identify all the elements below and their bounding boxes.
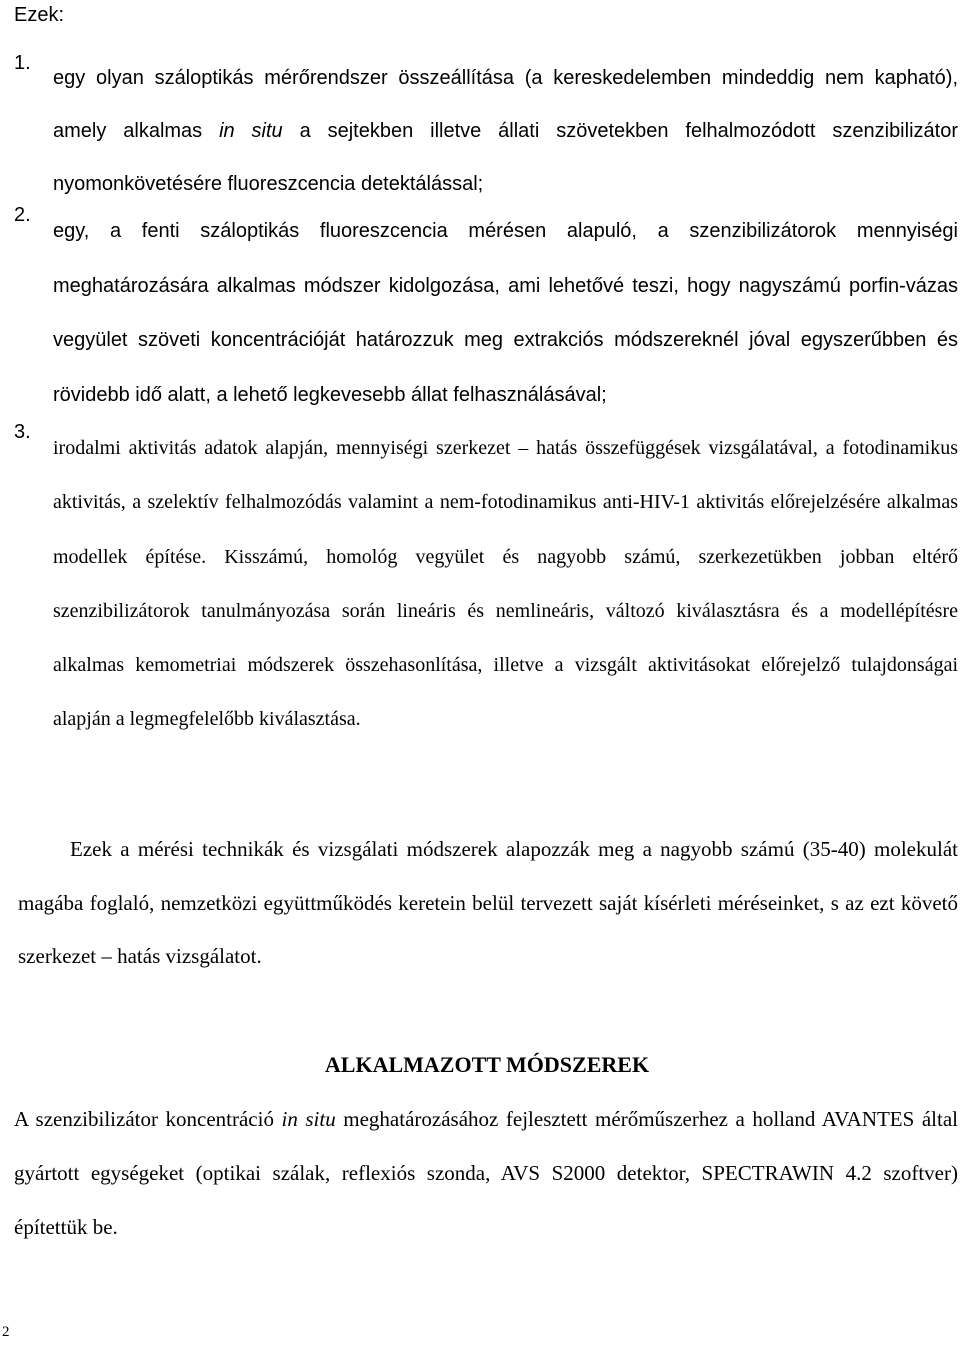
list-item-text-part: a sejtekben illetve állati szövetekben felhalmozódott szenzibilizátor nyomonkövetésére fluoreszcencia detektálással; [53,120,958,195]
page-number: 2 [2,1324,10,1340]
list-item-number: 2. [14,204,31,226]
list-item-text: egy, a fenti száloptikás fluoreszcencia mérésen alapuló, a szenzibilizátorok mennyiségi meghatározására alkalmas módszer kidolgozása, ami lehetővé teszi, hogy nagyszámú porfin-vázas vegyület szöveti koncentrációját határozzuk meg extrakciós módszereknél jóval egyszerűbben és rövidebb idő alatt, a lehető legkevesebb állat felhasználásával; [53,220,958,406]
list-item-text [53,421,958,747]
list-item-2 [14,204,958,422]
list-item-number: 3. [14,421,31,443]
methods-paragraph [14,1092,958,1254]
list-item-text-part: irodalmi aktivitás adatok alapján, mennyiségi szerkezet ‒ hatás összefüggések vizsgálatával, a fotodinamikus aktivitás, a szelektív felhalmozódás valamint a nem-fotodinamikus anti-HIV-1 aktivitás előrejelzésére alkalmas modellek építése. [53,437,958,568]
list-item-3 [14,421,958,747]
section-heading: ALKALMAZOTT MÓDSZEREK [324,1052,650,1077]
italic-term: in situ [281,1107,336,1131]
list-item-number: 1. [14,52,31,74]
italic-term: in situ [219,120,283,142]
list-item-text-part: Kisszámú, homológ vegyület és nagyobb számú, szerkezetükben jobban eltérő szenzibilizátorok tanulmányozása során lineáris és nemlineáris, változó kiválasztásra és a modellépítésre alkalmas kemometriai módszerek összehasonlítása, illetve a vizsgált aktivitásokat előrejelző tulajdonságai alapján a legmegfelelőbb kiválasztása. [53,545,958,731]
methods-text-part: A szenzibilizátor koncentráció [14,1107,282,1131]
list-item-text [53,52,958,211]
list-item-1 [14,52,958,211]
list-item-text-part: egy olyan száloptikás mérőrendszer összeállítása (a kereskedelemben mindeddig nem kapható), amely alkalmas [53,67,958,142]
methods-text-part: meghatározásához fejlesztett mérőműszerhez a holland AVANTES által gyártott egységeket (optikai szálak, reflexiós szonda, AVS S2000 detektor, SPECTRAWIN 4.2 szoftver) építettük be. [14,1107,958,1239]
intro-label: Ezek: [14,4,65,26]
summary-paragraph: Ezek a mérési technikák és vizsgálati módszerek alapozzák meg a nagyobb számú (35-40) molekulát magába foglaló, nemzetközi együttműködés keretein belül tervezett saját kísérleti méréseinket, s az ezt követő szerkezet ‒ hatás vizsgálatot. [18,837,958,968]
